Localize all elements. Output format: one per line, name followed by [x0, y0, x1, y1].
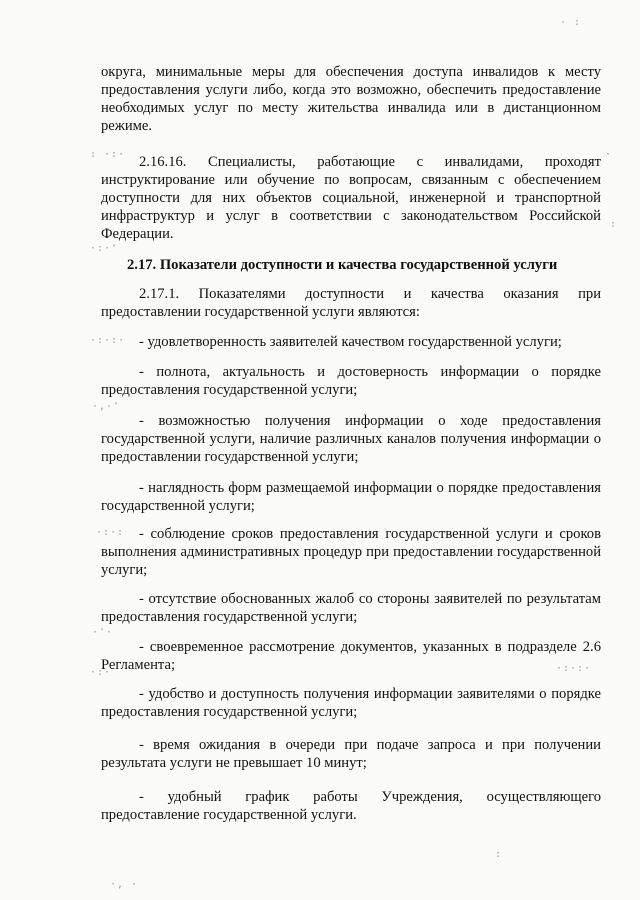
scan-speck: ·:·' — [90, 243, 119, 254]
scan-speck: : — [610, 219, 618, 230]
list-item: - наглядность форм размещаемой информации о порядке предоставления государственной услуги; — [101, 480, 601, 514]
list-item: - своевременное рассмотрение документов, указанных в подразделе 2.6 Регламента; — [101, 639, 601, 673]
list-item: - полнота, актуальность и достоверность информации о порядке предоставления государственной услуги; — [101, 364, 601, 398]
scan-speck: ·:· — [90, 667, 112, 678]
scan-speck: ·, · — [110, 879, 139, 890]
list-item: - возможностью получения информации о ходе предоставления государственной услуги, наличие различных каналов получения информации о предоставлении государственной услуги; — [101, 413, 601, 465]
list-item: - удобство и доступность получения информации заявителями о порядке предоставления государственной услуги; — [101, 686, 601, 720]
paragraph-2-16-16: 2.16.16. Специалисты, работающие с инвалидами, проходят инструктирование или обучение по вопросам, связанным с обеспечением доступности для них объектов социальной, инженерной и транспортной инфраструктур и услуг в соответствии с законодательством Российской Федерации. — [101, 154, 601, 242]
scan-speck: ·:·:· — [556, 663, 592, 674]
paragraph-continuation: округа, минимальные меры для обеспечения доступа инвалидов к месту предоставления услуги либо, когда это возможно, обеспечить предоставление необходимых услуг по месту жительства инвалида или в дистанционном режиме. — [101, 64, 601, 134]
scan-speck: ·:·: — [96, 527, 125, 538]
scan-speck: · : — [560, 17, 582, 28]
scan-speck: ·'· — [92, 627, 114, 638]
list-item: - время ожидания в очереди при подаче запроса и при получении результата услуги не превышает 10 минут; — [101, 737, 601, 771]
scan-speck: : — [495, 849, 503, 860]
scan-speck: ·:·:· — [90, 335, 126, 346]
scan-speck: ·,·' — [92, 401, 121, 412]
scan-speck: · — [605, 149, 613, 160]
list-item: - удобный график работы Учреждения, осуществляющего предоставление государственной услуги. — [101, 789, 601, 823]
list-item: - отсутствие обоснованных жалоб со стороны заявителей по результатам предоставления государственной услуги; — [101, 591, 601, 625]
scan-speck: : ·:· — [90, 149, 126, 160]
intro-paragraph: 2.17.1. Показателями доступности и качества оказания при предоставлении государственной услуги являются: — [101, 286, 601, 320]
section-heading: 2.17. Показатели доступности и качества государственной услуги — [127, 257, 558, 273]
list-item: - соблюдение сроков предоставления государственной услуги и сроков выполнения административных процедур при предоставлении государственной услуги; — [101, 526, 601, 578]
list-item: - удовлетворенность заявителей качеством государственной услуги; — [139, 334, 562, 350]
